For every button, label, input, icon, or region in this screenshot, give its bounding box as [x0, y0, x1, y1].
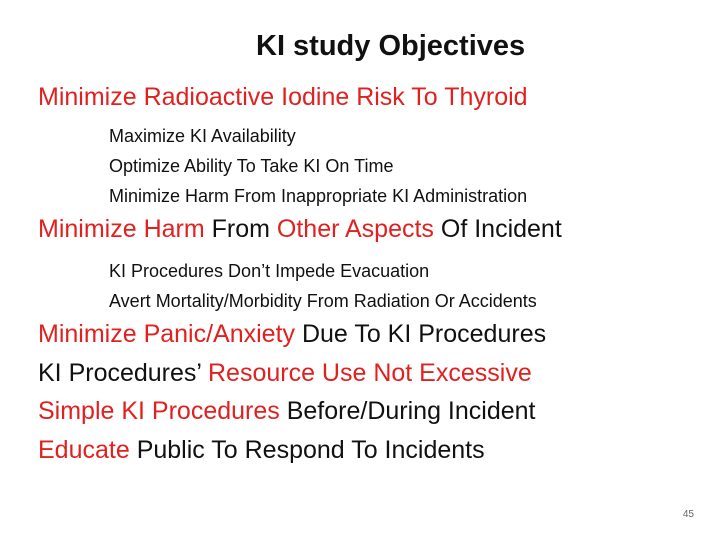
sub-objective-line-2	[109, 156, 393, 177]
sub-objective-line-1	[109, 126, 296, 147]
sub-objective-line-4	[109, 261, 429, 282]
line-segment: From	[204, 215, 277, 243]
line-segment: Of Incident	[433, 215, 562, 243]
sub-objective-line-5	[109, 291, 537, 312]
line-segment: Minimize Harm	[38, 215, 205, 243]
line-segment: Other Aspects	[276, 215, 434, 243]
line-segment: Minimize Panic/Anxiety	[38, 320, 296, 348]
line-segment: Optimize Ability To Take KI On Time	[109, 156, 394, 176]
objective-line-2	[38, 215, 562, 244]
line-segment: Avert Mortality/Morbidity From Radiation Or Accidents	[109, 291, 537, 311]
line-segment: Simple KI Procedures	[38, 397, 280, 425]
objective-line-6	[38, 436, 485, 465]
sub-objective-line-3	[109, 186, 527, 207]
line-segment: Public To Respond To Incidents	[129, 436, 485, 464]
objective-line-5	[38, 397, 535, 426]
line-segment: KI Procedures’	[38, 359, 202, 387]
line-segment: Due To KI Procedures	[295, 320, 547, 348]
objective-line-1	[38, 83, 528, 112]
line-segment: Minimize Harm From Inappropriate KI Administration	[109, 186, 528, 206]
line-segment: Educate	[38, 436, 130, 464]
objective-line-4	[38, 359, 532, 388]
objective-line-3	[38, 320, 546, 349]
line-segment: Maximize KI Availability	[109, 126, 296, 146]
line-segment: Before/During Incident	[279, 397, 536, 425]
line-segment: Minimize Radioactive Iodine Risk To Thyroid	[38, 83, 528, 111]
line-segment: KI Procedures Don’t Impede Evacuation	[109, 261, 430, 281]
slide-number: 45	[682, 509, 694, 520]
line-segment: Resource Use Not Excessive	[201, 359, 532, 387]
slide-title: KI study Objectives	[256, 30, 526, 62]
